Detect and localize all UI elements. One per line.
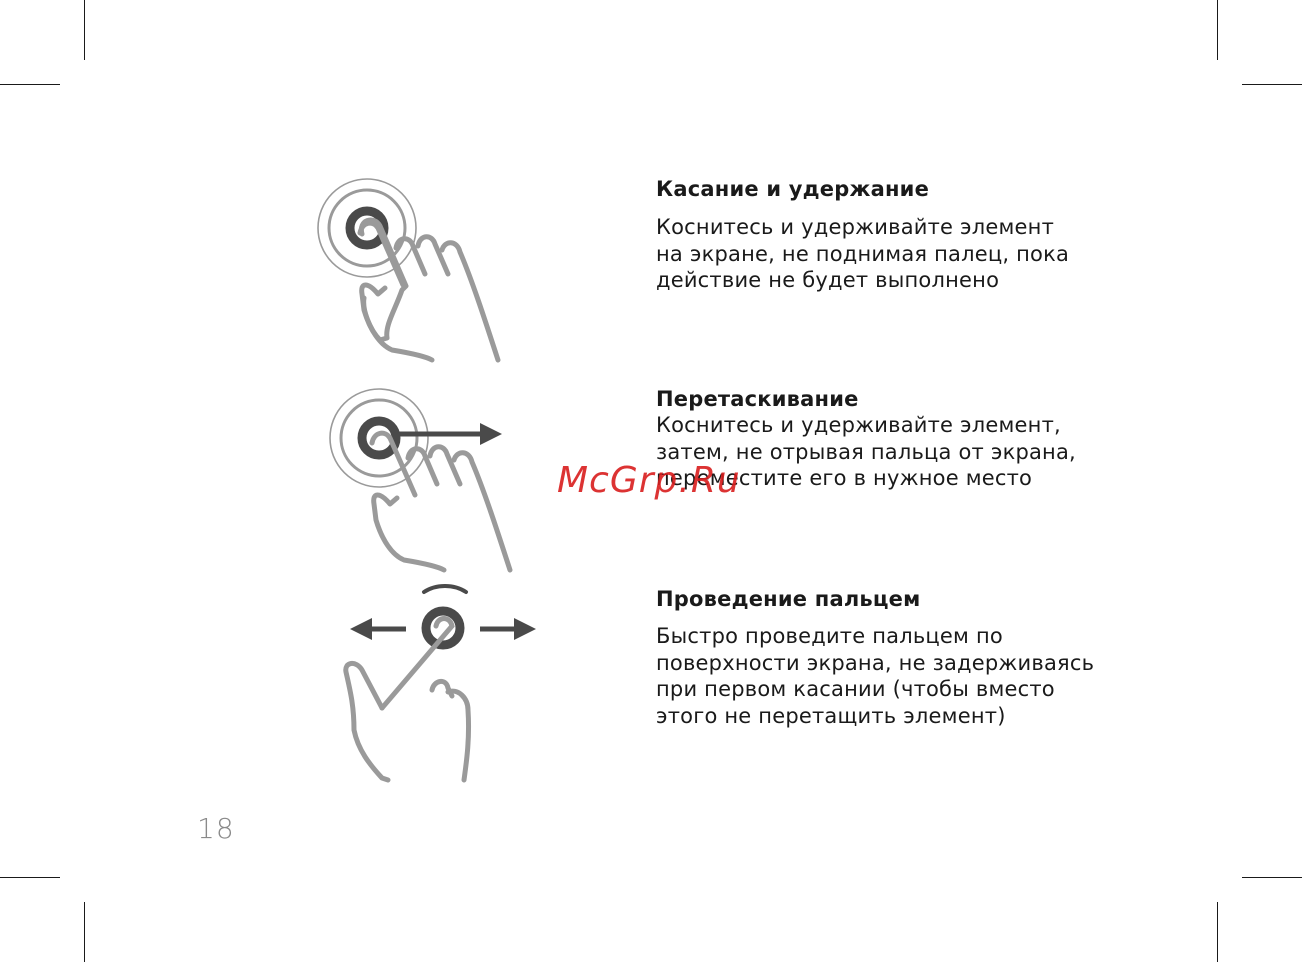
swipe-arrow-left-head xyxy=(350,618,372,640)
touch-and-hold-icon xyxy=(300,170,520,370)
crop-mark-bottom-left-v xyxy=(84,902,85,962)
section-title: Касание и удержание xyxy=(656,177,930,201)
crop-mark-bottom-right-v xyxy=(1217,902,1218,962)
watermark: McGrp.Ru xyxy=(557,460,741,501)
section-title: Проведение пальцем xyxy=(656,587,921,611)
section-title: Перетаскивание xyxy=(656,387,859,411)
swipe-motion-arc xyxy=(424,586,466,592)
crop-mark-bottom-right-h xyxy=(1242,877,1302,878)
crop-mark-bottom-left-h xyxy=(0,877,60,878)
section-touch-and-hold xyxy=(656,176,1176,294)
section-body: Коснитесь и удерживайте элемент, затем, не отрывая пальца от экрана, переместите его в нужное место xyxy=(656,413,1076,490)
section-body: Быстро проведите пальцем по поверхности экрана, не задерживаясь при первом касании (чтобы вместо этого не перетащить элемент) xyxy=(656,624,1095,728)
crop-mark-top-left-h xyxy=(0,84,60,85)
section-body: Коснитесь и удерживайте элемент на экране, не поднимая палец, пока действие не будет выполнено xyxy=(656,215,1070,292)
crop-mark-top-left-v xyxy=(84,0,85,60)
crop-mark-top-right-v xyxy=(1217,0,1218,60)
crop-mark-top-right-h xyxy=(1242,84,1302,85)
swipe-arrow-right-head xyxy=(514,618,536,640)
swipe-icon xyxy=(340,580,560,790)
drag-arrow-head xyxy=(480,423,502,445)
section-swipe xyxy=(656,586,1176,729)
page-number: 18 xyxy=(197,812,235,845)
drag-icon xyxy=(312,380,532,580)
